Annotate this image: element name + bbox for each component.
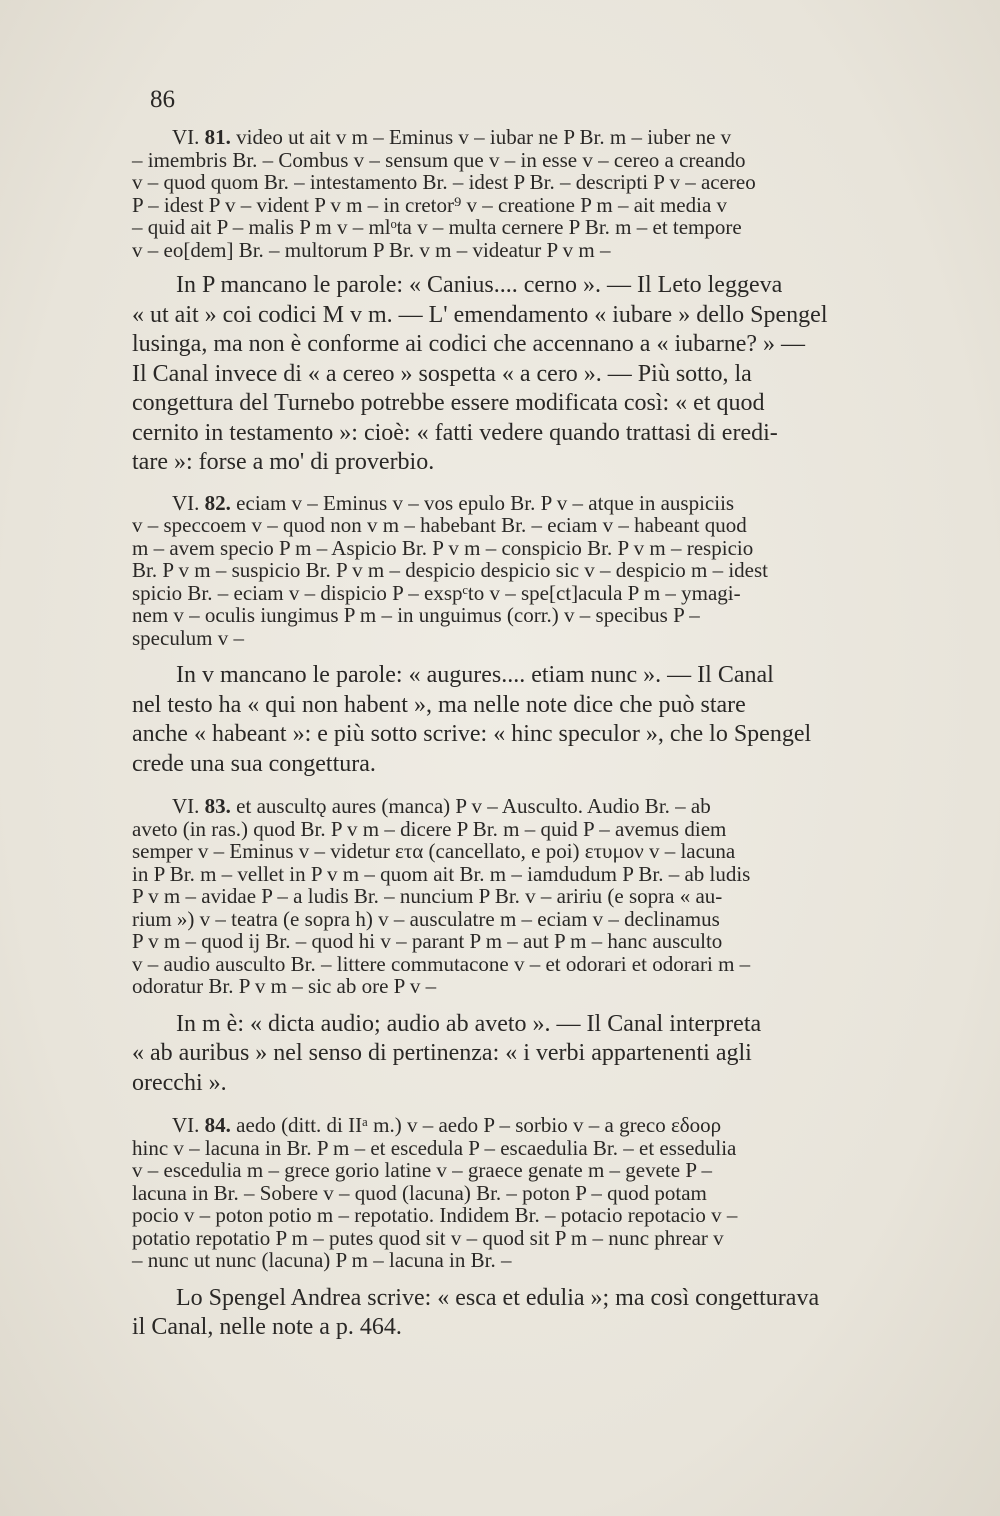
apparatus-line: – quid ait P – malis P m v – mlᵒta v – multa cernere P Br. m – et tempore [132, 215, 742, 239]
commentary-paragraph [132, 1010, 894, 1099]
apparatus-line: – nunc ut nunc (lacuna) P m – lacuna in Br. – [132, 1248, 512, 1272]
commentary-line: « ut ait » coi codici M v m. — L' emendamento « iubare » dello Spengel [132, 301, 828, 328]
section-number: 81. [204, 125, 231, 149]
apparatus-line: P v m – avidae P – a ludis Br. – nuncium P Br. v – aririu (e sopra « au- [132, 884, 723, 908]
commentary-line: « ab auribus » nel senso di pertinenza: « i verbi appartenenti agli [132, 1040, 752, 1066]
section-number: 83. [204, 794, 231, 818]
commentary-line: In P mancano le parole: « Canius.... cerno ». — Il Leto leggeva [176, 272, 783, 298]
apparatus-line: nem v – oculis iungimus P m – in unguimus (corr.) v – specibus P – [132, 603, 700, 627]
apparatus-line: eciam v – Eminus v – vos epulo Br. P v – atque in auspiciis [236, 490, 735, 515]
critical-apparatus [132, 126, 894, 261]
section-vi-84 [132, 1114, 894, 1343]
apparatus-line: v – escedulia m – grece gorio latine v – graece genate m – gevete P – [132, 1158, 712, 1182]
apparatus-line: hinc v – lacuna in Br. P m – et escedula P – escaedulia Br. – et essedulia [132, 1135, 737, 1160]
apparatus-line: v – speccoem v – quod non v m – habebant Br. – eciam v – habeant quod [132, 513, 747, 537]
page-content [132, 126, 894, 1343]
section-label: VI. [172, 1113, 200, 1137]
apparatus-line: v – quod quom Br. – intestamento Br. – idest P Br. – descripti P v – acereo [132, 170, 756, 194]
commentary-line: congettura del Turnebo potrebbe essere modificata così: « et quod [132, 390, 765, 416]
commentary-line: orecchi ». [132, 1069, 227, 1096]
apparatus-line: semper v – Eminus v – videtur ετα (cancellato, e poi) ετυμον v – lacuna [132, 839, 736, 863]
apparatus-line: P v m – quod ij Br. – quod hi v – parant P m – aut P m – hanc ausculto [132, 929, 723, 953]
commentary-paragraph [132, 1284, 894, 1343]
commentary-line: tare »: forse a mo' di proverbio. [132, 449, 435, 475]
apparatus-line: odoratur Br. P v m – sic ab ore P v – [132, 974, 437, 998]
apparatus-line: video ut ait v m – Eminus v – iubar ne P Br. m – iuber ne v [236, 125, 732, 149]
apparatus-line: aedo (ditt. di IIᵃ m.) v – aedo P – sorbio v – a greco εδοορ [236, 1113, 722, 1137]
apparatus-line: aveto (in ras.) quod Br. P v m – dicere P Br. m – quid P – avemus diem [132, 816, 727, 841]
section-label: VI. [172, 490, 200, 515]
section-vi-82 [132, 492, 894, 780]
critical-apparatus [132, 795, 894, 998]
page-number: 86 [150, 86, 175, 113]
section-number: 82. [204, 490, 231, 515]
apparatus-line: speculum v – [132, 625, 244, 650]
commentary-line: crede una sua congettura. [132, 750, 376, 777]
commentary-paragraph [132, 271, 894, 478]
section-label: VI. [172, 794, 200, 818]
commentary-line: Lo Spengel Andrea scrive: « esca et edulia »; ma così congetturava [176, 1284, 820, 1311]
apparatus-line: potatio repotatio P m – putes quod sit v – quod sit P m – nunc phrear v [132, 1225, 724, 1250]
section-vi-83 [132, 795, 894, 1098]
apparatus-line: rium ») v – teatra (e sopra h) v – ausculatre m – eciam v – declinamus [132, 906, 720, 931]
commentary-paragraph [132, 661, 894, 779]
commentary-line: In v mancano le parole: « augures.... etiam nunc ». — Il Canal [176, 662, 774, 688]
section-label: VI. [172, 125, 200, 149]
apparatus-line: et auscultǫ aures (manca) P v – Ausculto. Audio Br. – ab [236, 794, 711, 818]
apparatus-line: spicio Br. – eciam v – dispicio P – exspᶜto v – spe[ct]acula P m – ymagi- [132, 580, 741, 605]
apparatus-line: v – audio ausculto Br. – littere commutacone v – et odorari et odorari m – [132, 951, 751, 976]
apparatus-line: in P Br. m – vellet in P v m – quom ait Br. m – iamdudum P Br. – ab ludis [132, 861, 751, 886]
commentary-line: nel testo ha « qui non habent », ma nelle note dice che può stare [132, 691, 746, 718]
apparatus-line: v – eo[dem] Br. – multorum P Br. v m – videatur P v m – [132, 237, 611, 262]
section-number: 84. [204, 1113, 231, 1137]
apparatus-line: pocio v – poton potio m – repotatio. Indidem Br. – potacio repotacio v – [132, 1203, 738, 1227]
commentary-line: cernito in testamento »: cioè: « fatti vedere quando trattasi di eredi- [132, 419, 778, 446]
apparatus-line: lacuna in Br. – Sobere v – quod (lacuna) Br. – poton P – quod potam [132, 1180, 707, 1205]
commentary-line: il Canal, nelle note a p. 464. [132, 1314, 402, 1340]
commentary-line: Il Canal invece di « a cereo » sospetta « a cero ». — Più sotto, la [132, 360, 752, 387]
commentary-line: anche « habeant »: e più sotto scrive: « hinc speculor », che lo Spengel [132, 721, 812, 747]
apparatus-line: Br. P v m – suspicio Br. P v m – despicio despicio sic v – despicio m – idest [132, 558, 769, 582]
critical-apparatus [132, 492, 894, 650]
critical-apparatus [132, 1114, 894, 1272]
commentary-line: In m è: « dicta audio; audio ab aveto ». — Il Canal interpreta [176, 1010, 762, 1037]
commentary-line: lusinga, ma non è conforme ai codici che accennano a « iubarne? » — [132, 331, 806, 357]
apparatus-line: – imembris Br. – Combus v – sensum que v – in esse v – cereo a creando [132, 147, 746, 172]
apparatus-line: P – idest P v – vident P v m – in cretor⁹ v – creatione P m – ait media v [132, 192, 728, 217]
apparatus-line: m – avem specio P m – Aspicio Br. P v m – conspicio Br. P v m – respicio [132, 535, 754, 560]
section-vi-81 [132, 126, 894, 478]
